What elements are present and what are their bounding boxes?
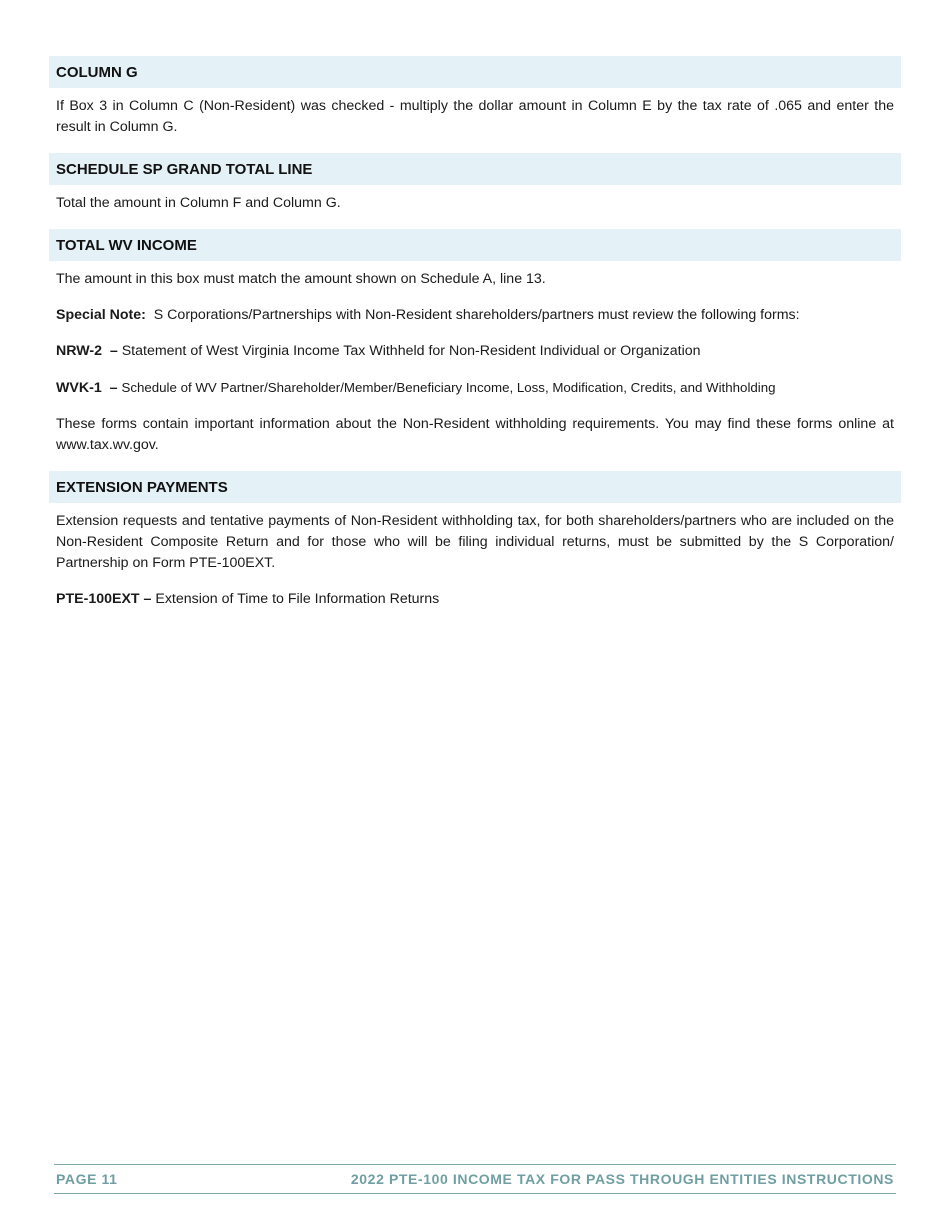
section-heading-total-wv-income: TOTAL WV INCOME: [49, 229, 901, 261]
nrw2-label: NRW-2: [56, 343, 102, 359]
wvk1-paragraph: [49, 377, 901, 399]
page-number: PAGE 11: [56, 1171, 118, 1187]
grand-total-paragraph: Total the amount in Column F and Column G.: [56, 195, 341, 211]
special-note-paragraph: [49, 305, 901, 326]
pte-100ext-paragraph: [49, 589, 901, 610]
document-page: [49, 56, 901, 610]
wvk1-label: WVK-1: [56, 380, 102, 396]
forms-note-paragraph: These forms contain important information about the Non-Resident withholding requirements. You may find these forms online at www.tax.wv.gov.: [56, 416, 894, 453]
section-heading-extension-payments: EXTENSION PAYMENTS: [49, 471, 901, 503]
column-g-paragraph: If Box 3 in Column C (Non-Resident) was checked - multiply the dollar amount in Column E by the tax rate of .065 and enter the result in Column G.: [56, 98, 894, 135]
wvk1-dash: –: [109, 380, 118, 396]
special-note-label: Special Note:: [56, 307, 146, 323]
nrw2-text: Statement of West Virginia Income Tax Withheld for Non-Resident Individual or Organization: [121, 343, 701, 359]
section-heading-column-g: COLUMN G: [49, 56, 901, 88]
pte-100ext-text: Extension of Time to File Information Returns: [155, 591, 440, 607]
total-wv-income-paragraph: The amount in this box must match the amount shown on Schedule A, line 13.: [56, 271, 546, 287]
page-footer: [54, 1164, 896, 1194]
document-title: 2022 PTE-100 INCOME TAX FOR PASS THROUGH ENTITIES INSTRUCTIONS: [350, 1171, 894, 1187]
wvk1-text: Schedule of WV Partner/Shareholder/Member/Beneficiary Income, Loss, Modification, Credits, and Withholding: [121, 380, 776, 395]
section-heading-grand-total: SCHEDULE SP GRAND TOTAL LINE: [49, 153, 901, 185]
nrw2-dash: –: [109, 343, 118, 359]
nrw2-paragraph: [49, 341, 901, 362]
extension-payments-paragraph: Extension requests and tentative payments of Non-Resident withholding tax, for both shareholders/partners who are included on the Non-Resident Composite Return and for those who will be filing individual returns, must be submitted by the S Corporation/ Partnership on Form PTE-100EXT.: [56, 513, 894, 571]
special-note-text: S Corporations/Partnerships with Non-Resident shareholders/partners must review the following forms:: [153, 307, 800, 323]
pte-100ext-label: PTE-100EXT –: [56, 591, 152, 607]
